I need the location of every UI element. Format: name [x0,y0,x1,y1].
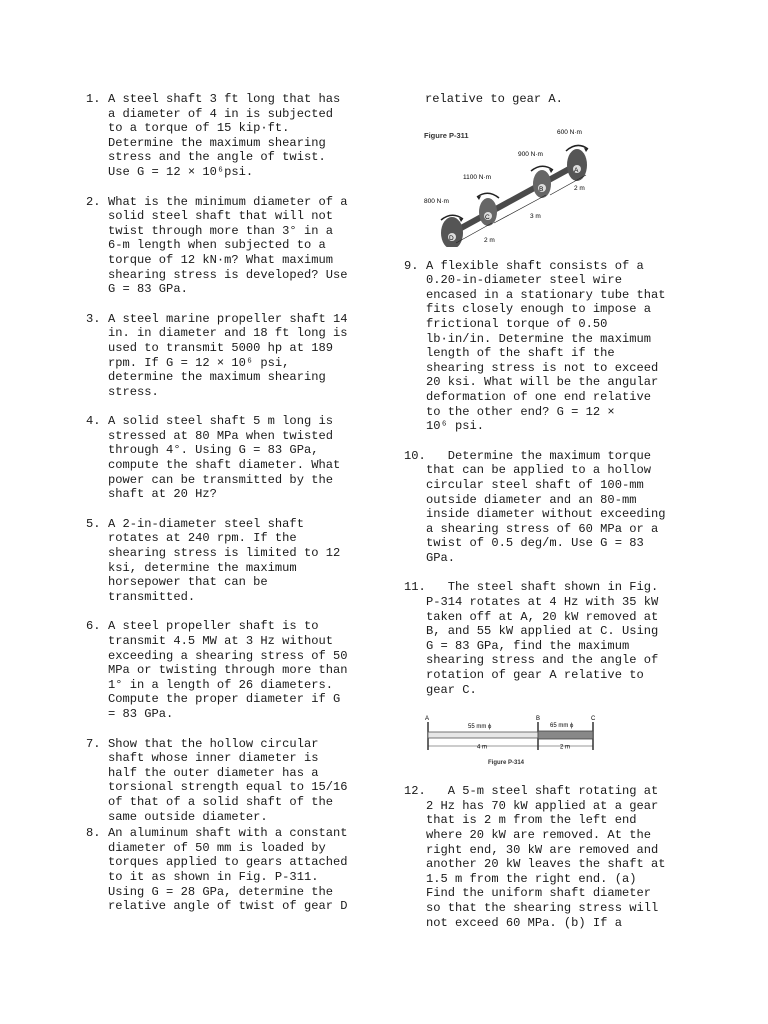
length-label-bc: 2 m [560,744,571,751]
problem-text: The steel shaft shown in Fig. P-314 rotates at 4 Hz with 35 kW taken off at A, 20 kW removed at B, and 55 kW applied at C. Using G = 83 GPa, find the maximum shearing stress and the angle of rotation of gear A relative to gear C. [426,580,659,697]
problem-number: 3. [86,311,101,326]
left-column [86,92,376,929]
problem-text: Show that the hollow circular shaft whose inner diameter is half the outer diameter has a torsional strength equal to 15/16 of that of a solid shaft of the same outside diameter. [108,736,348,824]
figure-p311 [404,119,604,247]
problem-number: 8. [86,826,101,841]
problem-9 [404,259,694,434]
problem-number: 7. [86,736,101,751]
problem-text: Determine the maximum torque that can be applied to a hollow circular steel shaft of 100-mm outside diameter and an 80-mm inside diameter without exceeding a shearing stress of 60 MPa or a twist of 0.5 deg/m. Use G = 83 GPa. [426,448,666,565]
problem-4 [86,414,376,502]
dim-label-cd: 2 m [484,236,495,244]
problem-2 [86,195,376,297]
problem-number: 6. [86,619,101,634]
problem-number: 2. [86,194,101,209]
problem-12 [404,784,694,930]
dim-label-bc: 3 m [530,212,541,220]
problem-6 [86,619,376,721]
problem-8-continuation: relative to gear A. [425,92,563,106]
dim-label-ab: 2 m [574,184,585,192]
figure-caption: Figure P-314 [488,760,525,767]
problem-text: A steel marine propeller shaft 14 in. in diameter and 18 ft long is used to transmit 5000 hp at 189 rpm. If G = 12 × 10⁶ psi, determine the maximum shearing stress. [108,311,348,399]
figure-p314 [404,712,604,772]
shaft-segment-bc [538,731,593,739]
problem-text: A flexible shaft consists of a 0.20-in-diameter steel wire encased in a stationary tube that fits closely enough to impose a frictional torque of 0.50 lb·in/in. Determine the maximum length of the shaft if the shearing stress is not to exceed 20 ksi. What will be the angular deformation of one end relative to the other end? G = 12 × 10⁶ psi. [426,258,666,434]
problem-number: 5. [86,516,101,531]
problem-text: A solid steel shaft 5 m long is stressed at 80 MPa when twisted through 4°. Using G = 83 GPa, compute the shaft diameter. What power can be transmitted by the shaft at 20 Hz? [108,414,341,502]
problem-text: A steel propeller shaft is to transmit 4.5 MW at 3 Hz without exceeding a shearing stress of 50 MPa or twisting through more than 1° in a length of 26 diameters. Compute the proper diameter if G = 83 GPa. [108,619,348,721]
length-label-ab: 4 m [477,744,488,751]
problem-number: 9. [404,258,419,273]
torque-label-c: 1100 N·m [463,173,492,181]
shaft-label-c: C [591,716,596,723]
problem-text: A 2-in-diameter steel shaft rotates at 240 rpm. If the shearing stress is limited to 12 ksi, determine the maximum horsepower that can be transmitted. [108,516,341,604]
problem-number: 12. [404,784,426,799]
problem-number: 11. [404,580,426,595]
gear-label-c: C [485,213,490,221]
gear-label-a: A [574,166,579,174]
problem-8 [86,826,376,914]
right-column [404,92,694,945]
problem-5 [86,517,376,605]
problem-3 [86,312,376,400]
problem-text: What is the minimum diameter of a solid steel shaft that will not twist through more than 3° in a 6-m length when subjected to a torque of 12 kN·m? What maximum shearing stress is developed? Use G = 83 GPa. [108,194,348,297]
shaft-segment-ab [428,732,538,738]
problem-10 [404,449,694,566]
problem-text: A 5-m steel shaft rotating at 2 Hz has 70 kW applied at a gear that is 2 m from the left end where 20 kW are removed. At the right end, 30 kW are removed and another 20 kW leaves the shaft at 1.5 m from the right end. (a) Find the uniform shaft diameter so that the shearing stress will not exceed 60 MPa. (b) If a [426,784,666,930]
figure-caption: Figure P-311 [424,130,469,140]
torque-label-d: 800 N·m [424,197,449,205]
diameter-label-ab: 55 mm ϕ [468,724,492,731]
problem-11 [404,580,694,697]
gear-label-d: D [449,234,454,242]
problem-text: A steel shaft 3 ft long that has a diameter of 4 in is subjected to a torque of 15 kip·ft. Determine the maximum shearing stress and the angle of twist. Use G = 12 × 10⁶psi. [108,92,341,179]
torque-label-a: 600 N·m [557,128,582,136]
problem-text: An aluminum shaft with a constant diameter of 50 mm is loaded by torques applied to gears attached to it as shown in Fig. P-311. Using G = 28 GPa, determine the relative angle of twist of gear D [108,826,348,914]
problem-number: 1. [86,92,101,106]
gear-d [441,217,463,247]
diameter-label-bc: 65 mm ϕ [550,723,574,730]
shaft-label-a: A [425,716,430,723]
shaft-label-b: B [536,716,541,723]
problem-1 [86,92,376,180]
gear-label-b: B [539,185,544,193]
problem-7 [86,737,376,825]
problem-number: 10. [404,448,426,463]
problem-number: 4. [86,414,101,429]
torque-label-b: 900 N·m [518,150,543,158]
